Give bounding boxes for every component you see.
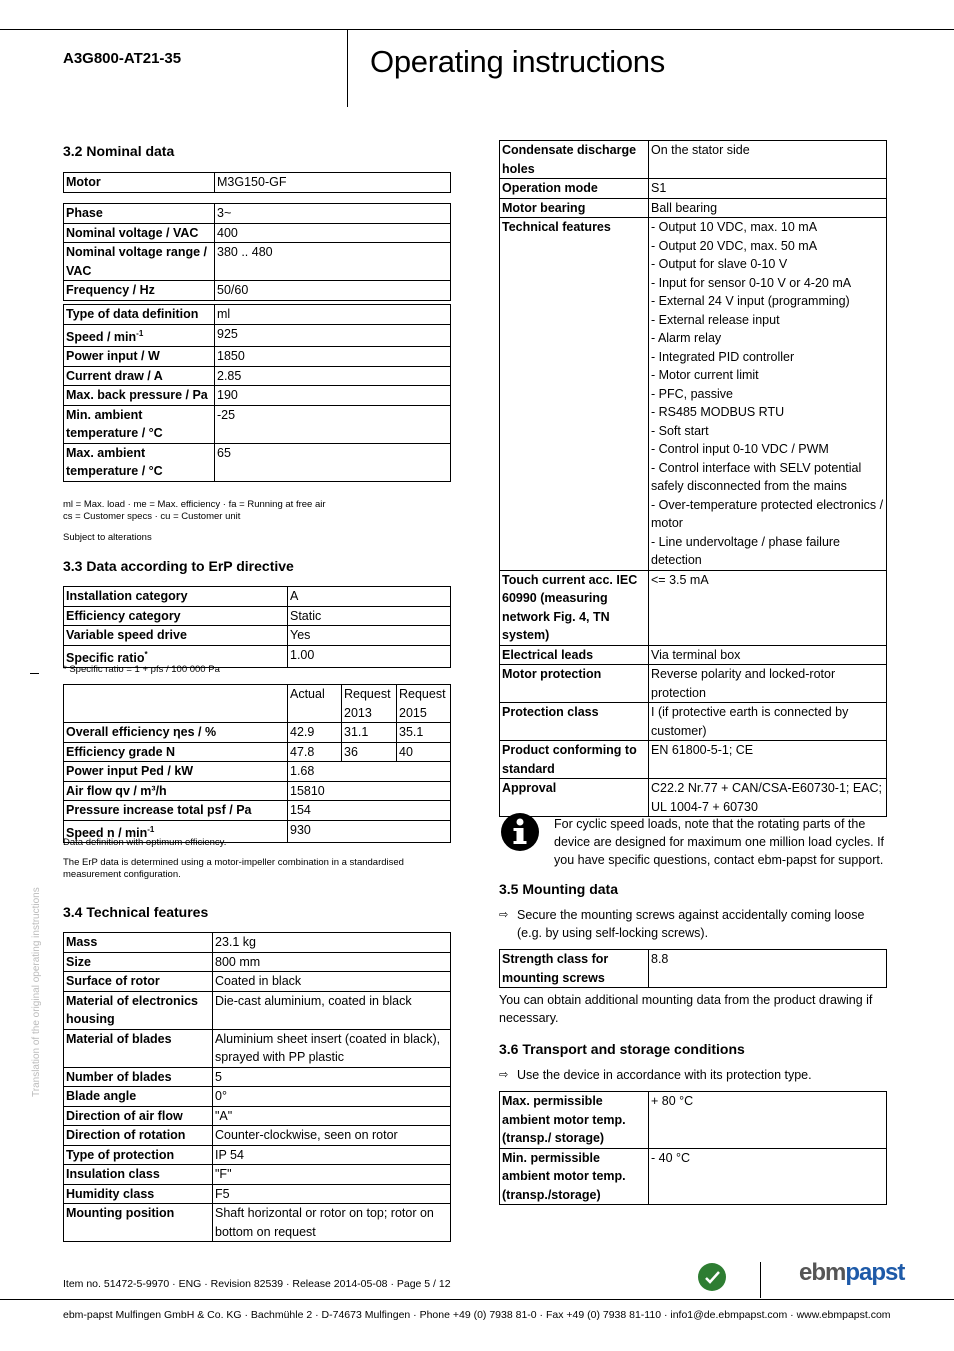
section-heading-3-4: 3.4 Technical features <box>63 904 209 920</box>
transport-bullet-text: Use the device in accordance with its protection type. <box>517 1068 812 1082</box>
row-label: Air flow qv / m³/h <box>64 781 288 801</box>
row-value: 42.9 <box>288 723 342 743</box>
table-row <box>64 223 451 243</box>
section-heading-3-5: 3.5 Mounting data <box>499 881 618 897</box>
header-divider <box>347 29 348 107</box>
row-value: 8.8 <box>649 950 887 988</box>
table-row <box>500 570 887 645</box>
table-row <box>64 952 451 972</box>
row-value: 35.1 <box>397 723 451 743</box>
row-value: 31.1 <box>342 723 397 743</box>
table-row <box>64 324 451 347</box>
row-value: Aluminium sheet insert (coated in black), sprayed with PP plastic <box>213 1029 451 1067</box>
row-label: Product conforming to standard <box>500 741 649 779</box>
sidebar-translation-note: Translation of the original operating instructions <box>31 887 42 1097</box>
row-label: Condensate discharge holes <box>500 141 649 179</box>
row-label: Efficiency grade N <box>64 742 288 762</box>
page-title: Operating instructions <box>370 44 665 79</box>
table-row <box>64 243 451 281</box>
row-label: Technical features <box>500 218 649 571</box>
row-label: Operation mode <box>500 179 649 199</box>
row-value: 1850 <box>215 347 451 367</box>
motor-table <box>63 172 451 193</box>
green-tech-icon <box>697 1262 727 1292</box>
table-row <box>64 1165 451 1185</box>
margin-mark <box>30 673 39 674</box>
table-row <box>500 665 887 703</box>
data-legend <box>63 499 326 523</box>
row-value: Static <box>288 606 451 626</box>
row-label: Protection class <box>500 703 649 741</box>
row-label: Direction of rotation <box>64 1126 213 1146</box>
row-label: Frequency / Hz <box>64 281 215 301</box>
subject-to-alterations: Subject to alterations <box>63 532 152 543</box>
row-value: A <box>288 587 451 607</box>
row-label: Electrical leads <box>500 645 649 665</box>
table-row <box>64 1029 451 1067</box>
row-label: Strength class for mounting screws <box>500 950 649 988</box>
footer-logo-divider <box>760 1262 761 1298</box>
section-heading-3-6: 3.6 Transport and storage conditions <box>499 1041 745 1057</box>
model-number: A3G800-AT21-35 <box>63 50 182 67</box>
table-row <box>64 1184 451 1204</box>
row-value: Yes <box>288 626 451 646</box>
row-value: 36 <box>342 742 397 762</box>
footer-address: ebm-papst Mulfingen GmbH & Co. KG · Bachmühle 2 · D-74673 Mulfingen · Phone +49 (0) 7938 81-0 · Fax +49 (0) 7938 81-110 · info1@de.ebmpapst.com · www.ebmpapst.com <box>63 1309 891 1321</box>
table-row <box>500 141 887 179</box>
table-row <box>500 741 887 779</box>
footer-rule <box>0 1299 954 1300</box>
electrical-features-table <box>499 140 887 817</box>
row-value: IP 54 <box>213 1145 451 1165</box>
row-label: Mounting position <box>64 1204 213 1242</box>
specific-ratio-footnote: * Specific ratio = 1 + pfs / 100 000 Pa <box>63 664 220 675</box>
row-label: Direction of air flow <box>64 1106 213 1126</box>
row-value: 65 <box>215 443 451 481</box>
row-value: -25 <box>215 405 451 443</box>
row-label: Efficiency category <box>64 606 288 626</box>
table-row <box>64 1204 451 1242</box>
nominal-data-table <box>63 304 451 482</box>
row-label: Current draw / A <box>64 366 215 386</box>
row-label: Pressure increase total psf / Pa <box>64 801 288 821</box>
table-row <box>64 801 451 821</box>
row-value: Ball bearing <box>649 198 887 218</box>
row-value: <= 3.5 mA <box>649 570 887 645</box>
row-value: 154 <box>288 801 451 821</box>
row-value: Reverse polarity and locked-rotor protection <box>649 665 887 703</box>
legend-line-2: cs = Customer specs · cu = Customer unit <box>63 511 241 522</box>
row-label: Phase <box>64 204 215 224</box>
row-label: Touch current acc. IEC 60990 (measuring network Fig. 4, TN system) <box>500 570 649 645</box>
row-value: 1.00 <box>288 645 451 668</box>
table-row <box>64 762 451 782</box>
erp-note-1: Data definition with optimum efficiency. <box>63 837 227 848</box>
table-row <box>64 1067 451 1087</box>
erp-note-2: The ErP data is determined using a motor-impeller combination in a standardised measurement configuration. <box>63 857 404 880</box>
table-row <box>64 347 451 367</box>
row-value: On the stator side <box>649 141 887 179</box>
row-value: ml <box>215 305 451 325</box>
table-row <box>500 1092 887 1149</box>
row-label: Power input Ped / kW <box>64 762 288 782</box>
row-label: Max. permissible ambient motor temp. (transp./ storage) <box>500 1092 649 1149</box>
row-value: - Output 10 VDC, max. 10 mA - Output 20 VDC, max. 50 mA - Output for slave 0-10 V - Input for sensor 0-10 V or 4-20 mA - External 24 V input (programming) - External release input - Alarm relay - Integrated PID controller - Motor current limit - PFC, passive - RS485 MODBUS RTU - Soft start - Control input 0-10 VDC / PWM - Control interface with SELV potential safely disconnected from the mains - Over-temperature protected electronics / motor - Line undervoltage / phase failure detection <box>649 218 887 571</box>
row-value: 930 <box>288 820 451 843</box>
table-row <box>500 703 887 741</box>
footer-item-info: Item no. 51472-5-9970 · ENG · Revision 82539 · Release 2014-05-08 · Page 5 / 12 <box>63 1278 451 1290</box>
row-value: 800 mm <box>213 952 451 972</box>
row-value: 190 <box>215 386 451 406</box>
row-label: Surface of rotor <box>64 972 213 992</box>
table-row <box>64 933 451 953</box>
table-row <box>64 204 451 224</box>
legend-line-1: ml = Max. load · me = Max. efficiency · fa = Running at free air <box>63 499 326 510</box>
row-label: Installation category <box>64 587 288 607</box>
row-value: 400 <box>215 223 451 243</box>
table-row <box>64 443 451 481</box>
info-icon <box>499 812 543 852</box>
table-row <box>64 1126 451 1146</box>
row-value: - 40 °C <box>649 1148 887 1205</box>
column-header <box>64 685 288 723</box>
mounting-note: You can obtain additional mounting data from the product drawing if necessary. <box>499 993 873 1025</box>
table-row <box>500 779 887 817</box>
table-row <box>500 645 887 665</box>
row-value: 0° <box>213 1087 451 1107</box>
row-label: Motor <box>64 173 215 193</box>
row-value: C22.2 Nr.77 + CAN/CSA-E60730-1; EAC; UL 1004-7 + 60730 <box>649 779 887 817</box>
table-row <box>64 366 451 386</box>
section-heading-3-2: 3.2 Nominal data <box>63 143 175 159</box>
row-label: Approval <box>500 779 649 817</box>
table-row <box>64 281 451 301</box>
row-label: Type of protection <box>64 1145 213 1165</box>
transport-instruction <box>499 1066 887 1084</box>
table-row <box>64 991 451 1029</box>
table-row <box>64 606 451 626</box>
row-label: Blade angle <box>64 1087 213 1107</box>
row-label: Overall efficiency ηes / % <box>64 723 288 743</box>
row-label: Motor protection <box>500 665 649 703</box>
row-value: S1 <box>649 179 887 199</box>
table-row <box>64 972 451 992</box>
row-label: Min. permissible ambient motor temp. (transp./storage) <box>500 1148 649 1205</box>
section-heading-3-3: 3.3 Data according to ErP directive <box>63 558 294 574</box>
row-label: Min. ambient temperature / °C <box>64 405 215 443</box>
row-value: "F" <box>213 1165 451 1185</box>
row-value: 40 <box>397 742 451 762</box>
transport-table <box>499 1091 887 1205</box>
technical-features-table <box>63 932 451 1242</box>
column-header: Actual <box>288 685 342 723</box>
table-row <box>64 305 451 325</box>
row-value: Via terminal box <box>649 645 887 665</box>
table-row <box>500 198 887 218</box>
row-value: + 80 °C <box>649 1092 887 1149</box>
efficiency-table <box>63 684 451 843</box>
table-row <box>64 173 451 193</box>
row-label: Variable speed drive <box>64 626 288 646</box>
row-label: Material of blades <box>64 1029 213 1067</box>
row-label: Motor bearing <box>500 198 649 218</box>
table-row <box>500 218 887 571</box>
row-label: Speed / $\min^{-1}$ <box>64 324 215 347</box>
header-top-rule <box>0 29 954 30</box>
row-value: 2.85 <box>215 366 451 386</box>
erp-table <box>63 586 451 668</box>
row-label: Max. back pressure / Pa <box>64 386 215 406</box>
table-row <box>64 587 451 607</box>
arrow-icon: ⇨ <box>499 1069 509 1081</box>
row-value: 15810 <box>288 781 451 801</box>
row-label: Power input / W <box>64 347 215 367</box>
column-header: Request 2013 <box>342 685 397 723</box>
row-value: Counter-clockwise, seen on rotor <box>213 1126 451 1146</box>
row-label: Material of electronics housing <box>64 991 213 1029</box>
row-label: Nominal voltage / VAC <box>64 223 215 243</box>
row-value: Coated in black <box>213 972 451 992</box>
row-value: 3~ <box>215 204 451 224</box>
table-row <box>500 179 887 199</box>
table-row <box>64 1087 451 1107</box>
mounting-table <box>499 949 887 988</box>
mounting-bullet-text: Secure the mounting screws against accidentally coming loose (e.g. by using self-locking screws). <box>517 908 865 940</box>
table-row <box>64 781 451 801</box>
row-label: Number of blades <box>64 1067 213 1087</box>
row-label: Humidity class <box>64 1184 213 1204</box>
row-value: EN 61800-5-1; CE <box>649 741 887 779</box>
row-value: 925 <box>215 324 451 347</box>
row-value: 47.8 <box>288 742 342 762</box>
row-label: Mass <box>64 933 213 953</box>
table-row <box>500 950 887 988</box>
row-label: Max. ambient temperature / °C <box>64 443 215 481</box>
table-row <box>500 1148 887 1205</box>
row-label: Speed n / $\min^{-1}$ <box>64 820 288 843</box>
row-value: M3G150-GF <box>215 173 451 193</box>
row-value: I (if protective earth is connected by customer) <box>649 703 887 741</box>
table-row <box>64 723 451 743</box>
table-row <box>64 742 451 762</box>
table-row <box>64 1145 451 1165</box>
row-label: Specific ratio* <box>64 645 288 668</box>
row-label: Insulation class <box>64 1165 213 1185</box>
row-value: "A" <box>213 1106 451 1126</box>
table-row <box>64 405 451 443</box>
row-value: F5 <box>213 1184 451 1204</box>
row-value: 5 <box>213 1067 451 1087</box>
arrow-icon: ⇨ <box>499 909 509 921</box>
row-value: 23.1 kg <box>213 933 451 953</box>
table-row <box>64 626 451 646</box>
row-value: 1.68 <box>288 762 451 782</box>
cyclic-load-info: For cyclic speed loads, note that the rotating parts of the device are designed for maximum one million load cycles. If you have specific questions, contact ebm-papst for support. <box>554 817 885 867</box>
row-label: Size <box>64 952 213 972</box>
table-header-row <box>64 685 451 723</box>
column-header: Request 2015 <box>397 685 451 723</box>
table-row <box>64 1106 451 1126</box>
table-row <box>64 386 451 406</box>
mounting-instruction <box>499 906 887 942</box>
power-supply-table <box>63 203 451 301</box>
row-label: Nominal voltage range / VAC <box>64 243 215 281</box>
row-value: 50/60 <box>215 281 451 301</box>
row-value: Shaft horizontal or rotor on top; rotor on bottom on request <box>213 1204 451 1242</box>
ebmpapst-logo: ebmpapst <box>799 1259 905 1286</box>
row-value: 380 .. 480 <box>215 243 451 281</box>
row-label: Type of data definition <box>64 305 215 325</box>
row-value: Die-cast aluminium, coated in black <box>213 991 451 1029</box>
